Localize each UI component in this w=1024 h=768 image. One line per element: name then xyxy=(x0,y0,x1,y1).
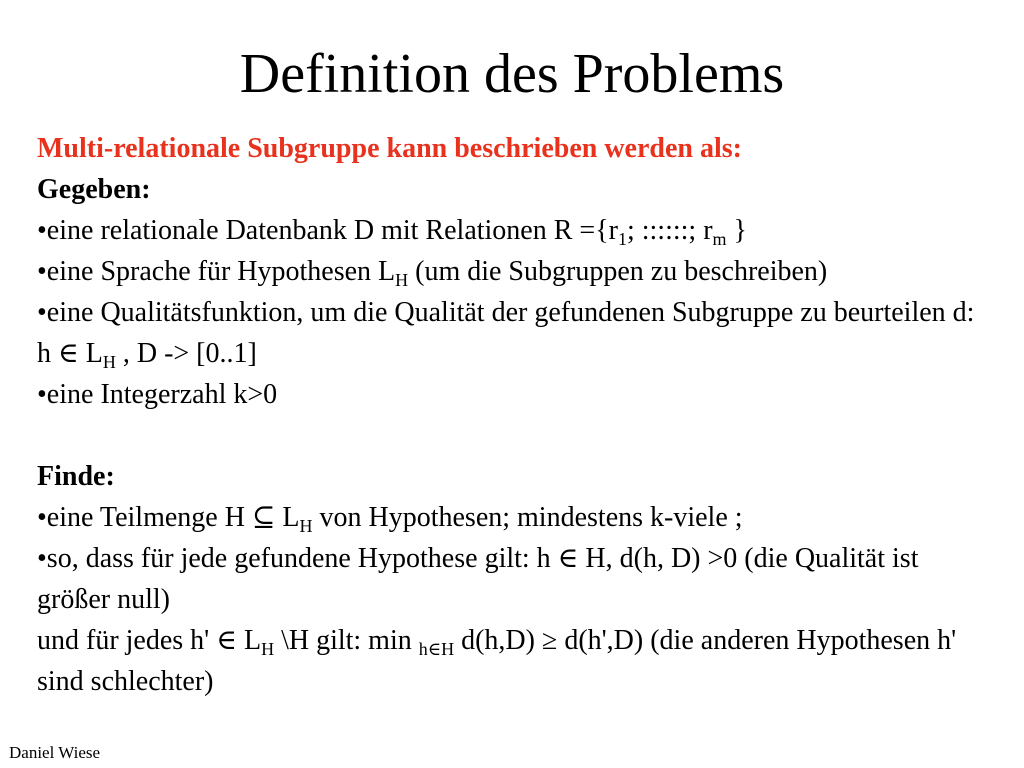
find-item-subset-text: •eine Teilmenge H ⊆ L xyxy=(37,502,300,533)
subscript-1: 1 xyxy=(617,229,627,249)
given-item-quality-function-text: •eine Qualitätsfunktion, um die Qualität der gefundenen Subgruppe zu beurteilen d: h ∈ L xyxy=(37,297,975,369)
slide-body xyxy=(37,128,987,702)
subscript-h: H xyxy=(395,270,409,290)
subscript-m: m xyxy=(712,229,727,249)
given-item-relational-db-mid: ; ::::::; r xyxy=(626,215,713,246)
given-item-relational-db-text: •eine relationale Datenbank D mit Relationen R ={r xyxy=(37,215,618,246)
given-label: Gegeben: xyxy=(37,174,151,205)
find-item-quality-condition: •so, dass für jede gefundene Hypothese gilt: h ∈ H, d(h, D) >0 (die Qualität ist größer null) xyxy=(37,543,919,615)
section-spacer xyxy=(37,415,987,456)
footer-author: Daniel Wiese xyxy=(9,743,101,762)
slide-heading: Multi-relationale Subgruppe kann beschrieben werden als: xyxy=(37,133,742,164)
subscript-h: H xyxy=(261,639,275,659)
subscript-h-in-h: h∈H xyxy=(418,639,455,659)
given-item-hypothesis-language-end: (um die Subgruppen zu beschreiben) xyxy=(408,256,828,287)
given-item-relational-db-end: } xyxy=(726,215,747,246)
slide-title: Definition des Problems xyxy=(239,43,785,105)
given-item-relational-db xyxy=(37,210,987,251)
given-item-hypothesis-language xyxy=(37,251,987,292)
find-item-subset xyxy=(37,497,987,538)
subscript-h: H xyxy=(299,516,313,536)
subscript-h: H xyxy=(102,352,116,372)
find-item-min-condition-text: und für jedes h' ∈ L xyxy=(37,625,262,656)
find-item-subset-end: von Hypothesen; mindestens k-viele ; xyxy=(312,502,743,533)
given-item-integer: •eine Integerzahl k>0 xyxy=(37,379,278,410)
given-item-quality-function-end: , D -> [0..1] xyxy=(115,338,257,369)
find-item-min-condition xyxy=(37,620,987,702)
given-item-hypothesis-language-text: •eine Sprache für Hypothesen L xyxy=(37,256,396,287)
given-item-quality-function xyxy=(37,292,987,374)
find-item-min-condition-end: d(h,D) ≥ d(h',D) (die anderen Hypothesen h' sind schlechter) xyxy=(37,625,957,697)
find-item-min-condition-mid: \H gilt: min xyxy=(274,625,419,656)
find-label: Finde: xyxy=(37,461,115,492)
